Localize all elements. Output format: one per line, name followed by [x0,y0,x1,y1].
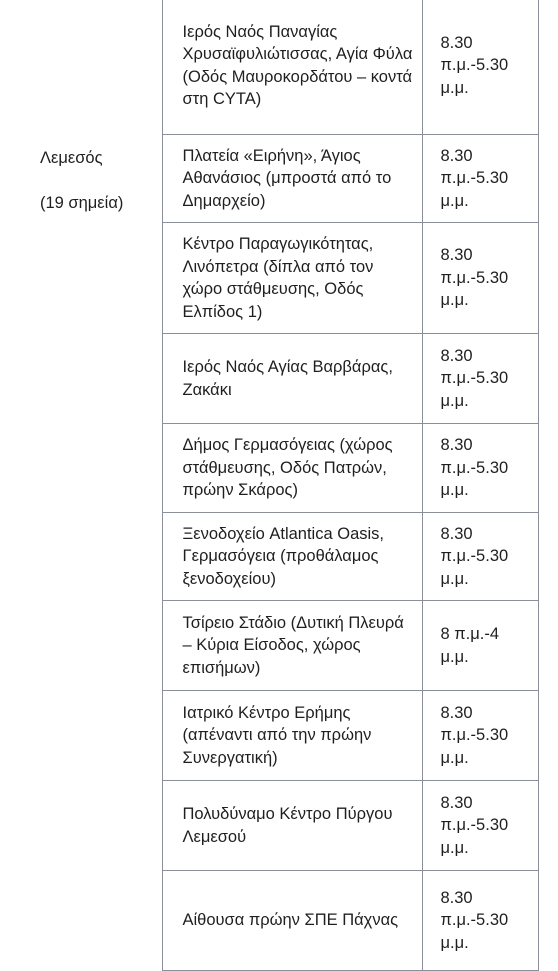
location-text: Τσίρειο Στάδιο (Δυτική Πλευρά – Κύρια Είσοδος, χώρος επισήμων) [182,613,404,677]
hours-text: 8.30 π.μ.-5.30 μ.μ. [440,703,509,767]
location-cell [162,691,422,781]
edge-cell [538,691,558,781]
edge-cell [538,871,558,971]
location-text: Δήμος Γερμασόγειας (χώρος στάθμευσης, Οδός Πατρών, πρώην Σκάρος) [182,436,393,500]
edge-cell [538,781,558,871]
region-point-count: (19 σημεία) [40,193,124,212]
location-text: Πλατεία «Ειρήνη», Άγιος Αθανάσιος (μπροστά από το Δημαρχείο) [182,146,392,210]
hours-cell [422,513,538,601]
edge-cell [538,334,558,424]
hours-cell [422,135,538,223]
edge-cell [538,513,558,601]
hours-text: 8.30 π.μ.-5.30 μ.μ. [440,346,509,410]
hours-cell [422,601,538,691]
edge-cell [538,601,558,691]
location-cell [162,334,422,424]
location-text: Αίθουσα πρώην ΣΠΕ Πάχνας [182,911,399,930]
hours-text: 8 π.μ.-4 μ.μ. [440,625,499,666]
location-text: Κέντρο Παραγωγικότητας, Λινόπετρα (δίπλα από τον χώρο στάθμευσης, Οδός Ελπίδος 1) [182,235,374,321]
table-row [0,0,558,135]
hours-cell [422,781,538,871]
location-text: Ιερός Ναός Παναγίας Χρυσαϊφυλιώτισσας, Αγία Φύλα (Οδός Μαυροκορδάτου – κοντά στη CYTA) [182,22,413,108]
edge-cell [538,0,558,135]
hours-cell [422,424,538,513]
hours-text: 8.30 π.μ.-5.30 μ.μ. [440,524,509,588]
edge-cell [538,135,558,223]
location-text: Ιατρικό Κέντρο Ερήμης (απέναντι από την πρώην Συνεργατική) [182,703,372,767]
hours-text: 8.30 π.μ.-5.30 μ.μ. [440,33,509,97]
location-cell [162,135,422,223]
hours-cell [422,871,538,971]
hours-text: 8.30 π.μ.-5.30 μ.μ. [440,436,509,500]
edge-cell [538,424,558,513]
location-cell [162,781,422,871]
location-cell [162,223,422,334]
location-text: Ιερός Ναός Αγίας Βαρβάρας, Ζακάκι [182,358,393,399]
location-text: Ξενοδοχείο Atlantica Oasis, Γερμασόγεια (προθάλαμος ξενοδοχείου) [182,524,384,588]
region-name: Λεμεσός [40,148,103,167]
location-cell [162,513,422,601]
location-cell [162,601,422,691]
location-cell [162,0,422,135]
location-text: Πολυδύναμο Κέντρο Πύργου Λεμεσού [182,805,393,846]
hours-cell [422,334,538,424]
region-cell [0,0,162,971]
hours-cell [422,223,538,334]
hours-text: 8.30 π.μ.-5.30 μ.μ. [440,146,509,210]
edge-cell [538,223,558,334]
location-cell [162,424,422,513]
hours-text: 8.30 π.μ.-5.30 μ.μ. [440,888,509,952]
hours-text: 8.30 π.μ.-5.30 μ.μ. [440,246,509,310]
hours-cell [422,691,538,781]
hours-cell [422,0,538,135]
location-cell [162,871,422,971]
hours-text: 8.30 π.μ.-5.30 μ.μ. [440,793,509,857]
